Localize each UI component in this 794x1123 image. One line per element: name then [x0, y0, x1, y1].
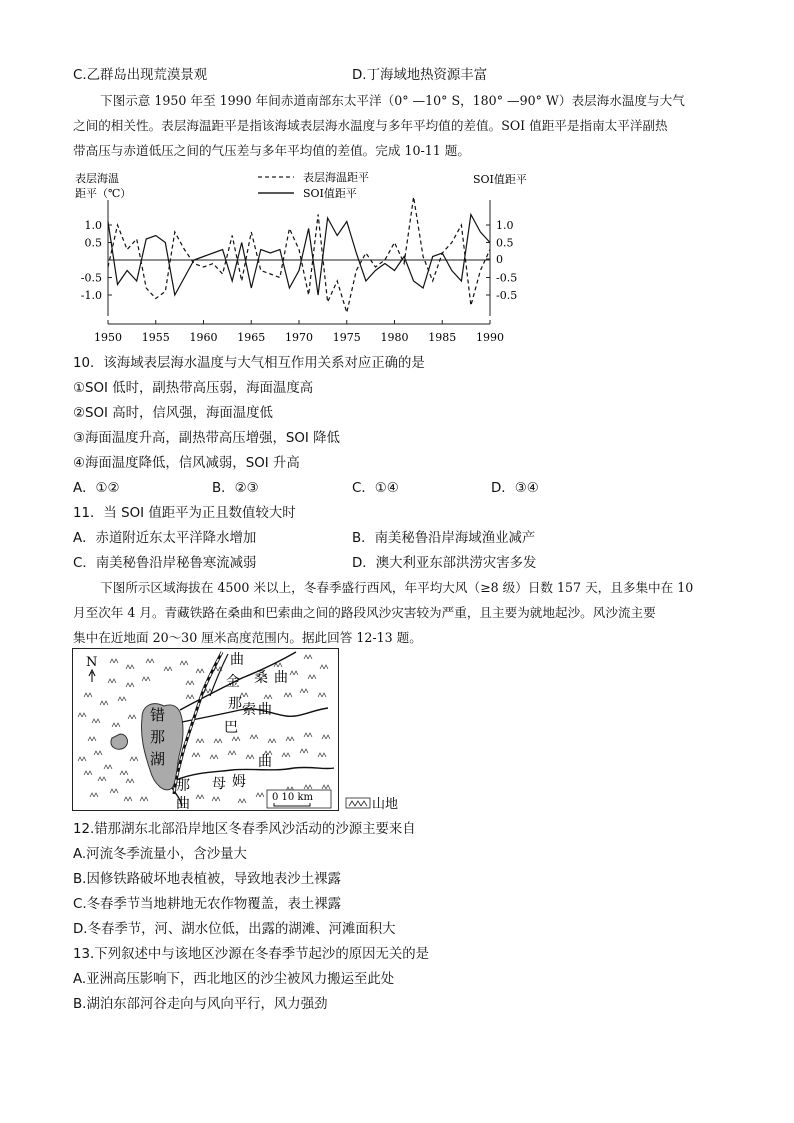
- q10-item-4: ④海面温度降低，信风减弱，SOI 升高: [73, 456, 300, 471]
- sangqu-label-3: 桑: [254, 670, 268, 686]
- q10-option-d[interactable]: D．③④: [491, 481, 539, 496]
- x-tick-label: 1955: [141, 331, 170, 344]
- basuo-label-4: 曲: [258, 702, 272, 718]
- basuo-label-suo: 索: [242, 702, 256, 718]
- sst-soi-chart: [70, 166, 530, 346]
- scale-label: 0 10 km: [272, 792, 313, 803]
- q12-option-d[interactable]: D.冬春季节，河、湖水位低，出露的湖滩、河滩面积大: [73, 922, 396, 937]
- left-axis-label-2: 距平（℃）: [75, 187, 132, 200]
- x-tick-label: 1965: [237, 331, 266, 344]
- sangqu-label-1: 曲: [230, 652, 244, 668]
- sangqu-label-2: 金: [226, 674, 240, 690]
- q10-option-a[interactable]: A．①②: [73, 481, 120, 496]
- q12-option-b[interactable]: B.因修铁路破坏地表植被，导致地表沙土裸露: [73, 872, 341, 887]
- lake-label-1: 错: [150, 706, 166, 724]
- q10-item-3: ③海面温度升高，副热带高压增强，SOI 降低: [73, 431, 340, 446]
- left-tick-label: -1.0: [80, 289, 102, 302]
- legend-item-soi: SOI值距平: [303, 187, 357, 200]
- q10-stem: 10．该海域表层海水温度与大气相互作用关系对应正确的是: [73, 356, 425, 371]
- right-tick-label: 1.0: [496, 219, 514, 232]
- mumu-label-1: 母: [212, 776, 226, 792]
- intro1-line2: 之间的相关性。表层海温距平是指该海域表层海水温度与多年平均值的差值。SOI 值距平是指南太平洋副热: [73, 118, 668, 133]
- right-axis-label: SOI值距平: [473, 173, 527, 186]
- q12-option-c[interactable]: C.冬春季节当地耕地无农作物覆盖，表土裸露: [73, 897, 342, 912]
- q10-option-b[interactable]: B．②③: [212, 481, 259, 496]
- q13-option-a[interactable]: A.亚洲高压影响下，西北地区的沙尘被风力搬运至此处: [73, 972, 395, 987]
- q11-option-d[interactable]: D．澳大利亚东部洪涝灾害多发: [352, 556, 537, 571]
- x-tick-label: 1950: [94, 331, 122, 344]
- left-tick-label: 0.5: [84, 236, 102, 250]
- legend-mountain-swatch: [346, 798, 370, 808]
- right-tick-label: 0.5: [496, 236, 514, 250]
- x-tick-label: 1960: [189, 331, 218, 344]
- q10-item-1: ①SOI 低时，副热带高压弱，海面温度高: [73, 381, 314, 396]
- intro2-line1: 下图所示区域海拔在 4500 米以上，冬春季盛行西风，年平均大风（≥8 级）日数 157 天，且多集中在 10: [100, 580, 694, 595]
- left-tick-label: -0.5: [80, 271, 102, 285]
- mumu-label-2: 姆: [232, 774, 246, 790]
- q11-option-a[interactable]: A．赤道附近东太平洋降水增加: [73, 531, 257, 546]
- q10-item-2: ②SOI 高时，信风强，海面温度低: [73, 406, 273, 421]
- x-tick-label: 1975: [332, 331, 361, 344]
- right-tick-label: -0.5: [496, 289, 518, 302]
- map-frame: [73, 649, 339, 811]
- right-tick-label: -0.5: [496, 271, 518, 285]
- q13-stem: 13.下列叙述中与该地区沙源在冬春季节起沙的原因无关的是: [73, 947, 430, 962]
- q10-option-c[interactable]: C．①④: [352, 481, 399, 496]
- legend-mountain-label: 山地: [372, 797, 399, 812]
- right-tick-label: 0: [496, 253, 503, 266]
- lake-label-3: 湖: [150, 750, 166, 768]
- intro2-line2: 月至次年 4 月。青藏铁路在桑曲和巴索曲之间的路段风沙灾害较为严重，且主要为就地起沙。风沙流主要: [73, 605, 656, 620]
- x-tick-label: 1985: [428, 331, 457, 344]
- q11-stem: 11．当 SOI 值距平为正且数值较大时: [73, 506, 296, 521]
- north-label: N: [86, 655, 98, 670]
- sangqu-label-4: 曲: [274, 670, 288, 686]
- series-line-sst: [108, 197, 490, 313]
- left-axis-label-1: 表层海温: [75, 172, 119, 185]
- mumu-label-3: 曲: [258, 754, 272, 770]
- legend-item-sst: 表层海温距平: [303, 171, 369, 184]
- q12-option-a[interactable]: A.河流冬季流量小，含沙量大: [73, 847, 247, 862]
- intro1-line1: 下图示意 1950 年至 1990 年间赤道南部东太平洋（0° —10° S，180° —90° W）表层海水温度与大气: [100, 93, 685, 108]
- lake-label-2: 那: [150, 728, 166, 746]
- cuona-lake-map: [72, 648, 412, 814]
- naqu-label-1: 那: [176, 778, 190, 794]
- x-tick-label: 1970: [285, 331, 313, 344]
- basuo-label-1: 那: [228, 696, 242, 712]
- x-tick-label: 1980: [380, 331, 409, 344]
- option-d-prev: D.丁海域地热资源丰富: [352, 68, 488, 83]
- x-tick-label: 1990: [476, 331, 504, 344]
- intro1-line3: 带高压与赤道低压之间的气压差与多年平均值的差值。完成 10-11 题。: [73, 143, 470, 158]
- q11-option-b[interactable]: B．南美秘鲁沿岸海域渔业减产: [352, 531, 536, 546]
- q12-stem: 12.错那湖东北部沿岸地区冬春季风沙活动的沙源主要来自: [73, 822, 416, 837]
- naqu-label-2: 曲: [176, 796, 190, 812]
- basuo-label-2: 巴: [224, 720, 238, 736]
- series-line-soi: [108, 215, 490, 296]
- option-c-prev: C.乙群岛出现荒漠景观: [73, 68, 208, 83]
- intro2-line3: 集中在近地面 20～30 厘米高度范围内。据此回答 12-13 题。: [73, 630, 422, 645]
- q13-option-b[interactable]: B.湖泊东部河谷走向与风向平行，风力强劲: [73, 997, 328, 1012]
- q11-option-c[interactable]: C．南美秘鲁沿岸秘鲁寒流减弱: [73, 556, 257, 571]
- left-tick-label: 1.0: [84, 219, 102, 232]
